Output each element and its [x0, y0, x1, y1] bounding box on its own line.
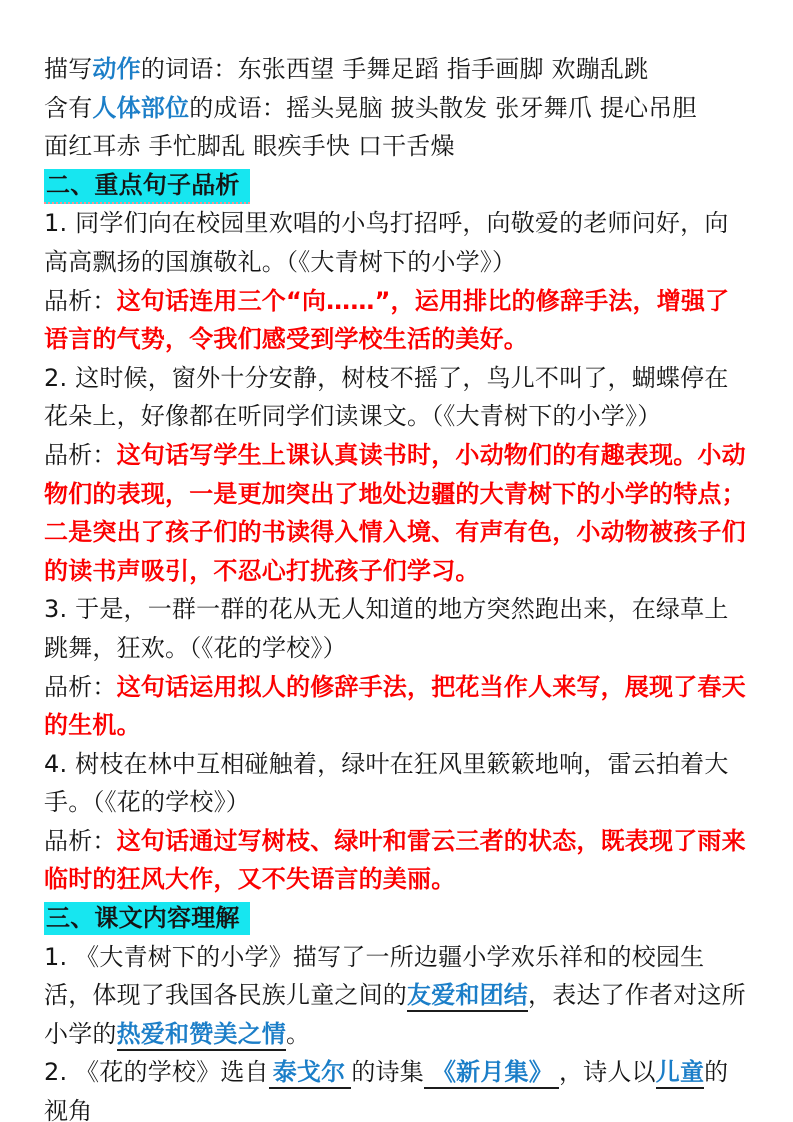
body-part-idioms-line	[44, 89, 752, 128]
text-run-plain: 的词语：东张西望 手舞足蹈 指手画脚 欢蹦乱跳	[140, 55, 649, 83]
text-run-plain: 。	[286, 1019, 311, 1048]
sentence-4	[44, 745, 752, 822]
section-header-3	[44, 899, 752, 938]
header-highlight	[44, 169, 250, 204]
text-run-red: 这句话运用拟人的修辞手法，把花当作人来写，展现了春天的生机。	[44, 672, 746, 740]
blank-answer: 儿童	[656, 1058, 704, 1089]
text-run-plain: 面红耳赤 手忙脚乱 眼疾手快 口干舌燥	[44, 132, 455, 161]
text-run-plain: 1. 《大青树下的小学》描写了一所边疆小学欢乐祥和的校园生活，体现了我国各民族儿童之间的	[44, 942, 705, 1010]
sentence-1	[44, 204, 752, 281]
text-run-plain: 描写	[44, 55, 93, 83]
blank-answer: 泰戈尔	[269, 1058, 352, 1089]
text-run-plain: 的成语：摇头晃脑 披头散发 张牙舞爪 提心吊胆	[189, 93, 697, 122]
text-run-blue: 动作	[92, 55, 141, 83]
analysis-2	[44, 436, 752, 590]
analysis-4	[44, 822, 752, 899]
text-run-plain: 2. 《花的学校》选自	[44, 1058, 269, 1087]
text-run-plain: 品析：	[44, 286, 117, 315]
analysis-3	[44, 668, 752, 745]
text-run-plain: ，诗人以	[558, 1058, 656, 1087]
text-run-plain: 三、课文内容理解	[46, 904, 240, 933]
comprehension-1	[44, 938, 752, 1054]
text-run-plain: 4. 树枝在林中互相碰触着，绿叶在狂风里簌簌地响，雷云拍着大手。（《花的学校》）	[44, 749, 729, 817]
text-run-red: 这句话连用三个“向……”，运用排比的修辞手法，增强了语言的气势，令我们感受到学校生活的美好。	[44, 286, 730, 354]
text-run-plain: 1. 同学们向在校园里欢唱的小鸟打招呼，向敬爱的老师问好，向高高飘扬的国旗敬礼。（《大青树下的小学》）	[44, 209, 729, 276]
text-run-plain: 品析：	[44, 826, 117, 855]
sentence-3	[44, 590, 752, 667]
sentence-2	[44, 359, 752, 436]
blank-answer: 友爱和团结	[407, 981, 528, 1012]
section-header-2	[44, 166, 752, 205]
text-run-plain: 2. 这时候，窗外十分安静，树枝不摇了，鸟儿不叫了，蝴蝶停在花朵上，好像都在听同学们读课文。（《大青树下的小学》）	[44, 363, 729, 431]
body-part-idioms-line-2	[44, 127, 752, 166]
text-run-plain: 含有	[44, 93, 93, 122]
blank-answer: 热爱和赞美之情	[117, 1020, 286, 1051]
action-words-line	[44, 50, 752, 89]
document-body	[44, 50, 752, 1122]
text-run-plain: ，表达了作者对这所小学的	[44, 981, 746, 1048]
text-run-plain: 的诗集	[351, 1058, 424, 1087]
text-run-red: 这句话通过写树枝、绿叶和雷云三者的状态，既表现了雨来临时的狂风大作，又不失语言的美丽。	[44, 826, 746, 894]
text-run-plain: 品析：	[44, 440, 117, 469]
text-run-plain: 二、重点句子品析	[46, 170, 240, 199]
header-highlight	[44, 902, 250, 935]
text-run-plain: 的视角	[44, 1058, 729, 1122]
text-run-plain: 3. 于是，一群一群的花从无人知道的地方突然跑出来，在绿草上跳舞，狂欢。（《花的学校》）	[44, 595, 729, 662]
analysis-1	[44, 282, 752, 359]
text-run-blue: 人体部位	[92, 93, 190, 122]
text-run-plain: 品析：	[44, 672, 117, 701]
blank-answer: 《新月集》	[424, 1058, 559, 1089]
comprehension-2	[44, 1053, 752, 1122]
text-run-red: 这句话写学生上课认真读书时，小动物们的有趣表现。小动物们的表现，一是更加突出了地处边疆的大青树下的小学的特点；二是突出了孩子们的书读得入情入境、有声有色，小动物被孩子们的读书声吸引，不忍心打扰孩子们学习。	[44, 440, 746, 585]
